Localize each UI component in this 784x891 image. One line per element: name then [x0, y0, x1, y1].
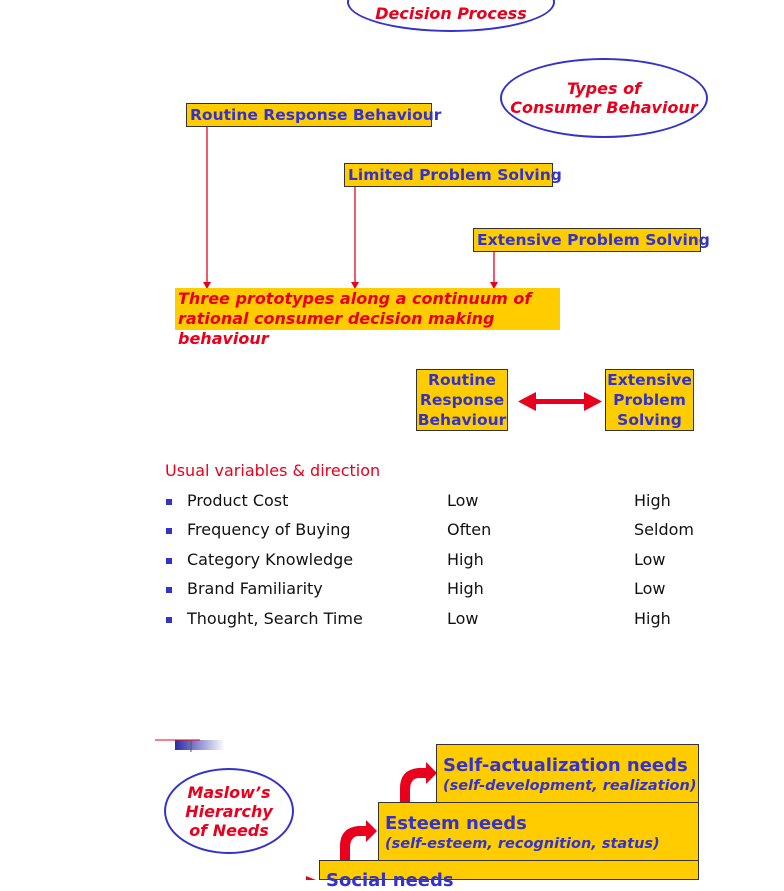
extensive-value: Seldom: [634, 520, 694, 539]
routine-response-box: Routine Response Behaviour: [186, 103, 432, 127]
variable-row: [166, 579, 726, 601]
step-self-actualization: [436, 744, 699, 806]
variable-row: [166, 609, 726, 631]
bullet-icon: [166, 528, 172, 534]
continuum-extensive-line3: Solving: [617, 411, 682, 429]
decorative-gradient-bar: [175, 740, 225, 750]
step-arrow-3: [306, 876, 316, 880]
decision-process-label: Decision Process: [375, 3, 527, 23]
variable-name: Frequency of Buying: [187, 520, 351, 539]
bullet-icon: [166, 587, 172, 593]
variable-name: Thought, Search Time: [187, 609, 363, 628]
step-subtitle: (self-development, realization): [443, 778, 697, 794]
maslow-line1: Maslow’s: [187, 782, 271, 802]
maslow-ellipse: [164, 768, 294, 854]
bullet-icon: [166, 617, 172, 623]
limited-problem-solving-box: Limited Problem Solving: [344, 163, 553, 187]
step-social: [319, 860, 699, 891]
continuum-extensive-line2: Problem: [613, 391, 686, 409]
variable-name: Category Knowledge: [187, 550, 354, 569]
types-ellipse-line2: Consumer Behaviour: [510, 98, 698, 117]
step-esteem: [378, 802, 699, 864]
continuum-routine-box: [416, 369, 508, 431]
routine-value: Often: [447, 520, 492, 539]
maslow-line2: Hierarchy: [185, 801, 273, 821]
types-ellipse-line1: Types of: [566, 79, 642, 98]
banner-line2: rational consumer decision making behaviour: [178, 309, 495, 348]
variable-name: Product Cost: [187, 491, 289, 510]
routine-value: High: [447, 579, 484, 598]
continuum-routine-line1: Routine: [428, 371, 496, 389]
variable-row: [166, 550, 726, 572]
continuum-extensive-line1: Extensive: [607, 371, 692, 389]
variable-row: [166, 520, 726, 542]
continuum-routine-line3: Behaviour: [417, 411, 507, 429]
step-curved-arrow-1: [400, 762, 437, 802]
continuum-extensive-box: [605, 369, 694, 431]
variable-row: [166, 491, 726, 513]
extensive-value: Low: [634, 579, 666, 598]
extensive-value: High: [634, 609, 671, 628]
bullet-icon: [166, 558, 172, 564]
continuum-banner: [175, 288, 560, 348]
extensive-value: High: [634, 491, 671, 510]
extensive-problem-solving-box: Extensive Problem Solving: [473, 228, 701, 252]
extensive-value: Low: [634, 550, 666, 569]
routine-value: Low: [447, 491, 479, 510]
continuum-routine-line2: Response: [419, 391, 505, 409]
continuum-double-arrow: [518, 392, 602, 411]
step-curved-arrow-2: [340, 820, 377, 860]
step-title: Self-actualization needs: [443, 755, 688, 776]
routine-value: Low: [447, 609, 479, 628]
variables-heading: Usual variables & direction: [165, 461, 381, 480]
maslow-line3: of Needs: [189, 820, 269, 840]
step-title: Social needs: [326, 870, 454, 891]
banner-line1: Three prototypes along a continuum of: [178, 289, 532, 308]
step-title: Esteem needs: [385, 813, 527, 834]
routine-value: High: [447, 550, 484, 569]
bullet-icon: [166, 499, 172, 505]
variable-name: Brand Familiarity: [187, 579, 323, 598]
step-subtitle: (self-esteem, recognition, status): [385, 836, 660, 852]
